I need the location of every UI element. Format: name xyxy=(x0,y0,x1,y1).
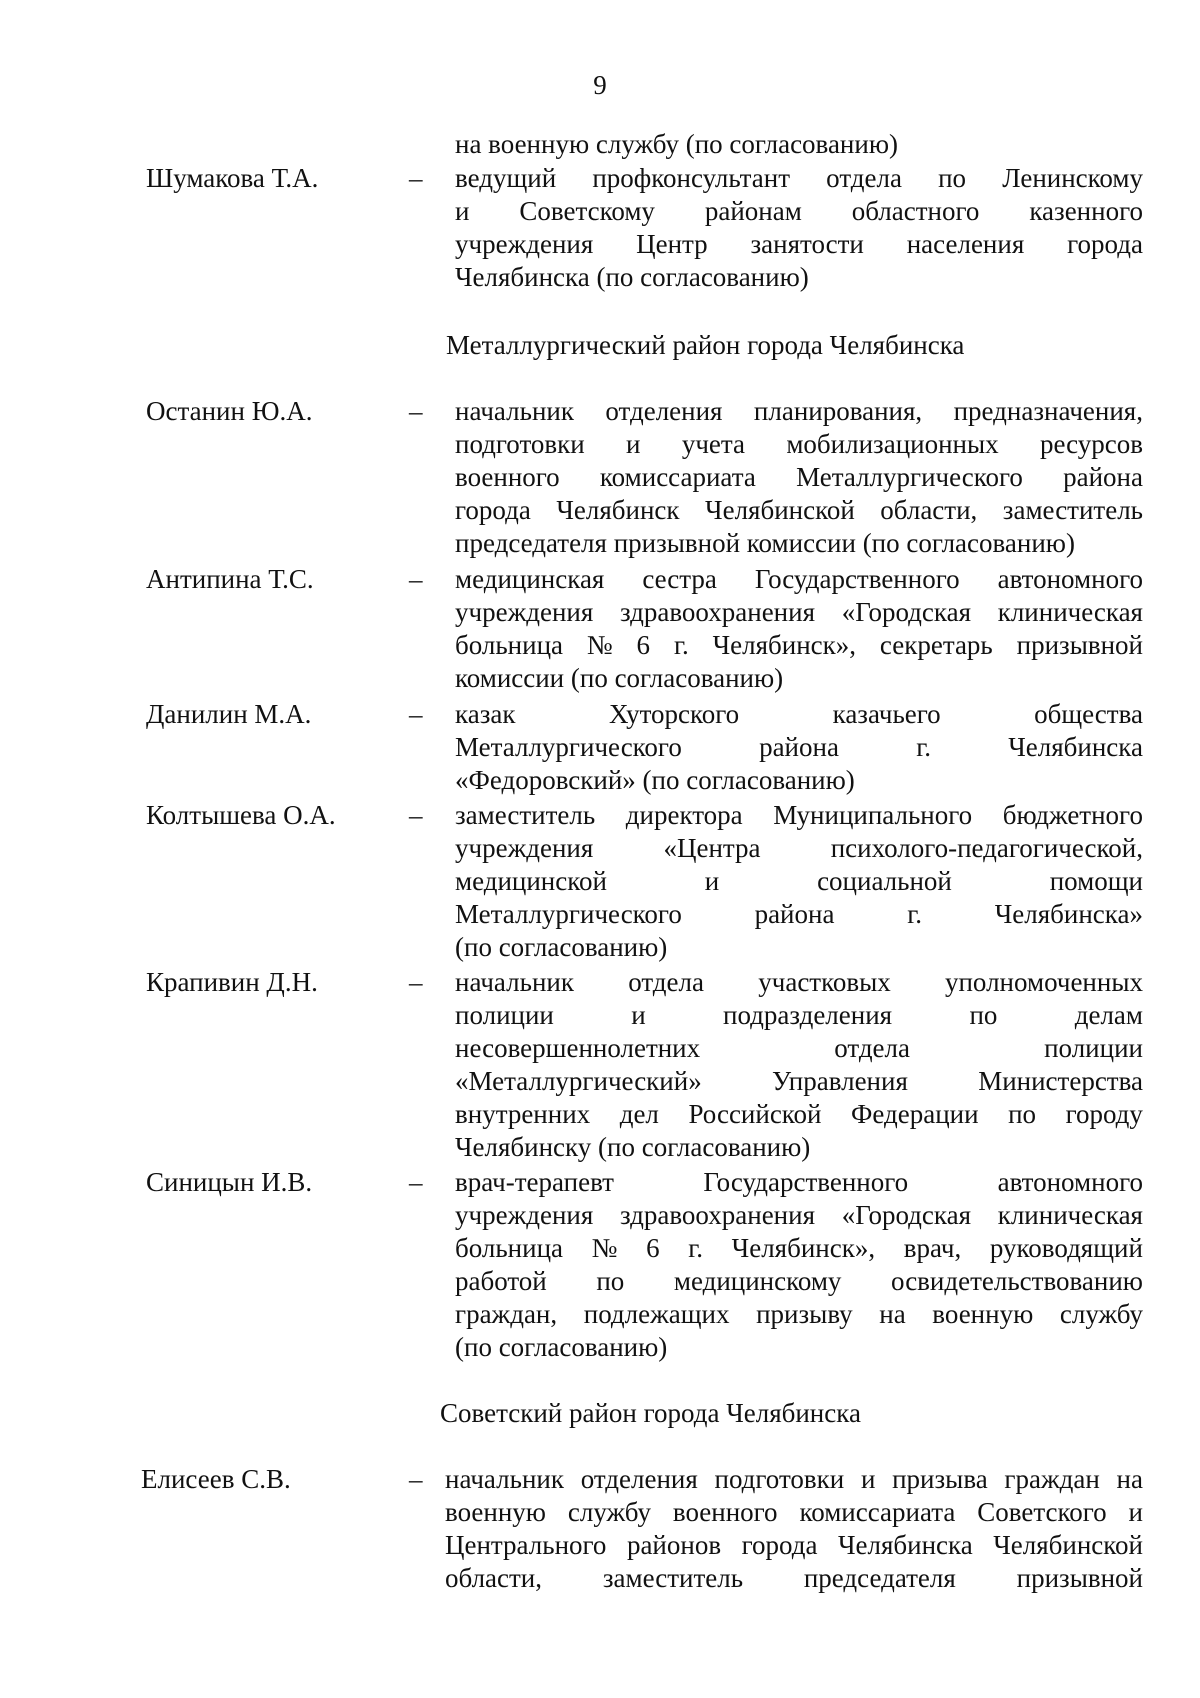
desc-line: города Челябинск Челябинской области, заместитель xyxy=(455,495,1143,525)
member-name: Колтышева О.А. xyxy=(146,800,336,830)
dash-separator: – xyxy=(409,800,423,830)
desc-line: военного комиссариата Металлургического района xyxy=(455,462,1143,492)
desc-line: больница № 6 г. Челябинск», секретарь призывной xyxy=(455,630,1143,660)
desc-line: Металлургического района г. Челябинска» xyxy=(455,899,1143,929)
desc-line: начальник отдела участковых уполномоченных xyxy=(455,967,1143,997)
desc-line: комиссии (по согласованию) xyxy=(455,663,784,693)
dash-separator: – xyxy=(409,1167,423,1197)
member-description xyxy=(455,966,1143,1164)
desc-line: учреждения здравоохранения «Городская клиническая xyxy=(455,1200,1143,1230)
desc-line: граждан, подлежащих призыву на военную службу xyxy=(455,1299,1143,1329)
desc-line: Металлургического района г. Челябинска xyxy=(455,732,1143,762)
desc-line: и Советскому районам областного казенного xyxy=(455,196,1143,226)
dash-separator: – xyxy=(409,163,423,193)
member-description xyxy=(455,799,1143,964)
desc-line: внутренних дел Российской Федерации по городу xyxy=(455,1099,1143,1129)
dash-separator: – xyxy=(409,699,423,729)
desc-line: несовершеннолетних отдела полиции xyxy=(455,1033,1143,1063)
member-name: Крапивин Д.Н. xyxy=(146,967,318,997)
member-description xyxy=(455,563,1143,695)
member-name: Данилин М.А. xyxy=(146,699,312,729)
desc-line: больница № 6 г. Челябинск», врач, руководящий xyxy=(455,1233,1143,1263)
member-name: Шумакова Т.А. xyxy=(146,163,319,193)
desc-line: ведущий профконсультант отдела по Ленинскому xyxy=(455,163,1143,193)
desc-line: заместитель директора Муниципального бюджетного xyxy=(455,800,1143,830)
desc-line: Челябинска (по согласованию) xyxy=(455,262,809,292)
dash-separator: – xyxy=(409,967,423,997)
member-description xyxy=(455,395,1143,560)
member-name: Елисеев С.В. xyxy=(141,1464,291,1494)
desc-line: на военную службу (по согласованию) xyxy=(455,129,898,159)
member-description xyxy=(455,1166,1143,1364)
desc-line: (по согласованию) xyxy=(455,1332,668,1362)
desc-line: медицинской и социальной помощи xyxy=(455,866,1143,896)
desc-line: Центрального районов города Челябинска Челябинской xyxy=(445,1530,1143,1560)
dash-separator: – xyxy=(409,1464,423,1494)
page-number: 9 xyxy=(593,70,607,100)
section-heading: Металлургический район города Челябинска xyxy=(446,330,965,360)
desc-line: медицинская сестра Государственного автономного xyxy=(455,564,1143,594)
member-name: Антипина Т.С. xyxy=(146,564,314,594)
dash-separator: – xyxy=(409,396,423,426)
desc-line: председателя призывной комиссии (по согласованию) xyxy=(455,528,1075,558)
desc-line: врач-терапевт Государственного автономного xyxy=(455,1167,1143,1197)
member-name: Синицын И.В. xyxy=(146,1167,313,1197)
desc-line: полиции и подразделения по делам xyxy=(455,1000,1143,1030)
desc-line: «Федоровский» (по согласованию) xyxy=(455,765,855,795)
desc-line: казак Хуторского казачьего общества xyxy=(455,699,1143,729)
member-description xyxy=(455,162,1143,294)
desc-line: подготовки и учета мобилизационных ресурсов xyxy=(455,429,1143,459)
desc-line: работой по медицинскому освидетельствованию xyxy=(455,1266,1143,1296)
desc-line: учреждения «Центра психолого-педагогической, xyxy=(455,833,1143,863)
continuation-text xyxy=(455,128,1143,161)
desc-line: начальник отделения подготовки и призыва граждан на xyxy=(445,1464,1143,1494)
desc-line: учреждения Центр занятости населения города xyxy=(455,229,1143,259)
desc-line: военную службу военного комиссариата Советского и xyxy=(445,1497,1143,1527)
desc-line: области, заместитель председателя призывной xyxy=(445,1563,1143,1593)
section-heading: Советский район города Челябинска xyxy=(440,1398,861,1428)
member-description xyxy=(445,1463,1143,1595)
desc-line: «Металлургический» Управления Министерства xyxy=(455,1066,1143,1096)
desc-line: Челябинску (по согласованию) xyxy=(455,1132,811,1162)
desc-line: начальник отделения планирования, предназначения, xyxy=(455,396,1143,426)
desc-line: учреждения здравоохранения «Городская клиническая xyxy=(455,597,1143,627)
member-description xyxy=(455,698,1143,797)
desc-line: (по согласованию) xyxy=(455,932,668,962)
dash-separator: – xyxy=(409,564,423,594)
member-name: Останин Ю.А. xyxy=(146,396,313,426)
